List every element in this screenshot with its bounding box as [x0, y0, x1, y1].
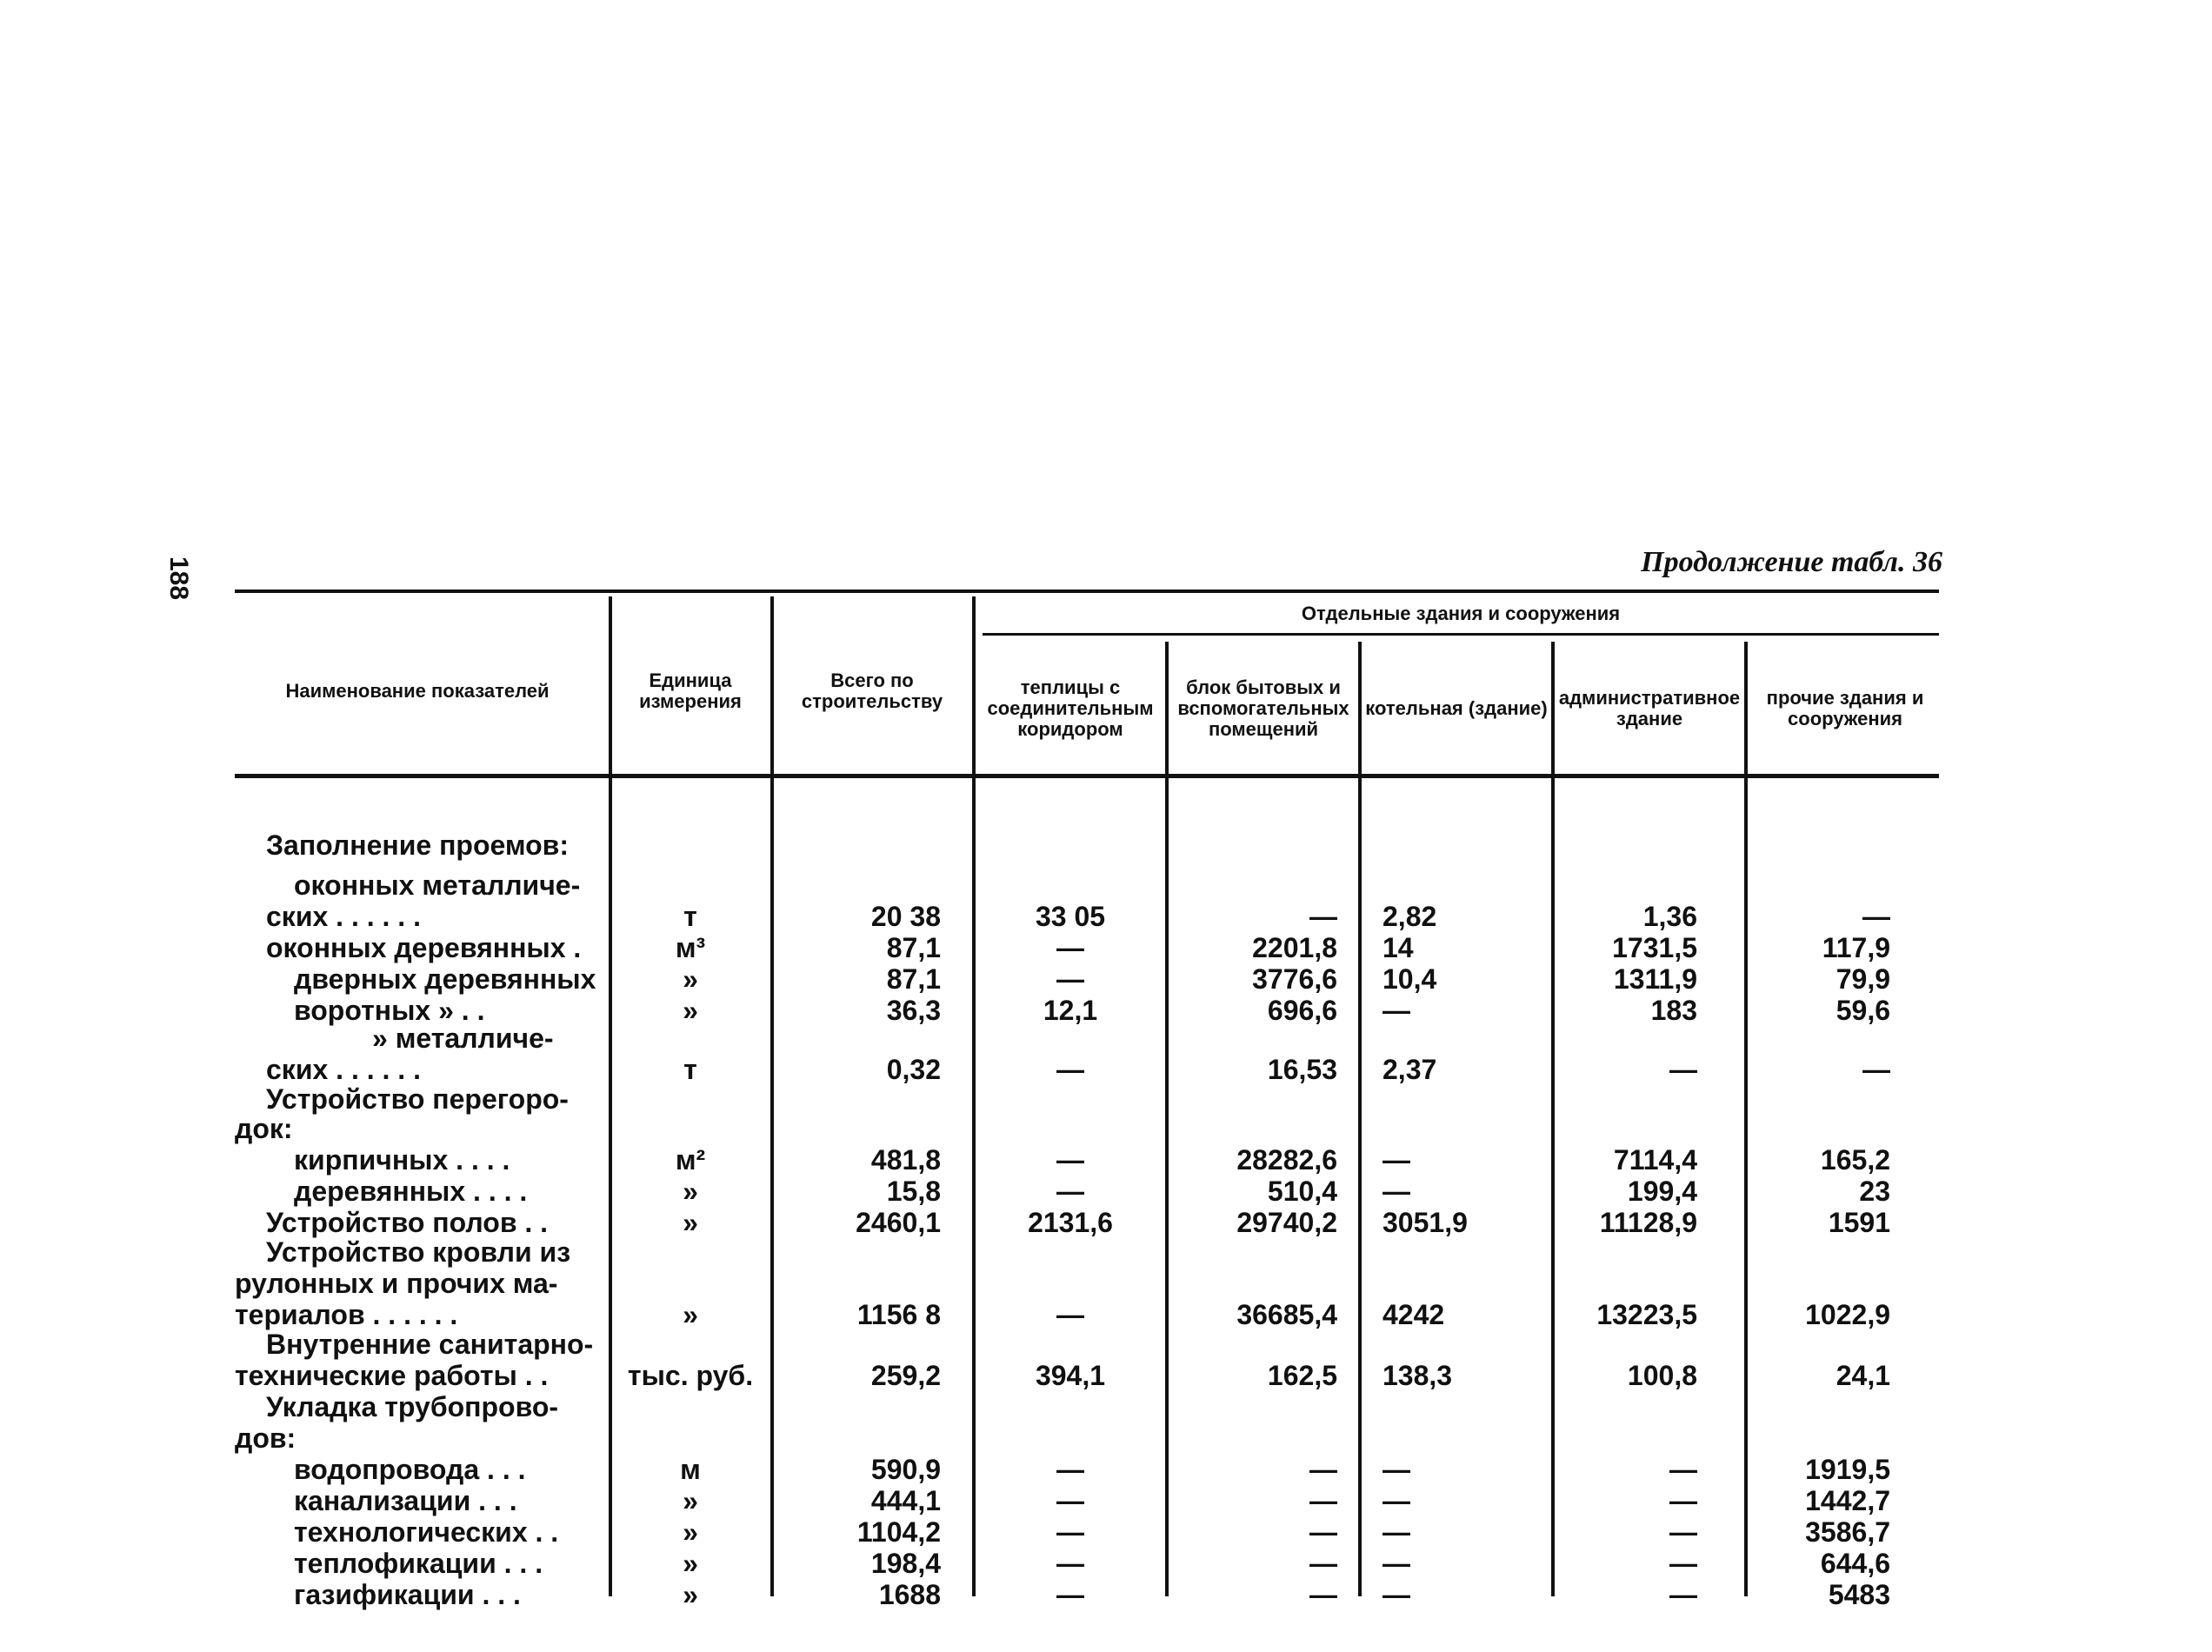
- cell-c5: —: [1862, 1054, 1890, 1085]
- cell-c4: 13223,5: [1596, 1299, 1697, 1330]
- cell-total: 1156 8: [856, 1299, 941, 1330]
- cell-total: 15,8: [886, 1176, 941, 1207]
- cell-total: 1104,2: [856, 1516, 941, 1548]
- cell-unit: »: [683, 1176, 698, 1207]
- cell-total: 2460,1: [856, 1207, 941, 1238]
- cell-c3: 3051,9: [1382, 1207, 1468, 1238]
- cell-c5: 1919,5: [1805, 1454, 1890, 1485]
- cell-unit: т: [683, 901, 697, 932]
- header-total: Всего по строительству: [801, 669, 943, 712]
- cell-c3: 2,37: [1382, 1054, 1437, 1085]
- col-line-2: [770, 596, 774, 1596]
- cell-total: 444,1: [870, 1485, 941, 1516]
- cell-c4: 1731,5: [1612, 932, 1697, 963]
- cell-total: 259,2: [870, 1360, 941, 1391]
- cell-total: 87,1: [886, 963, 941, 995]
- cell-c4: 1,36: [1642, 901, 1697, 932]
- cell-c2: 2201,8: [1252, 932, 1337, 963]
- cell-c1: 2131,6: [1028, 1207, 1113, 1238]
- cell-c1: —: [1056, 1054, 1084, 1085]
- cell-c2: 36685,4: [1236, 1299, 1337, 1330]
- cell-c2: 162,5: [1267, 1360, 1337, 1391]
- cell-unit: тыс. руб.: [627, 1360, 754, 1391]
- cell-c4: 1311,9: [1613, 963, 1697, 995]
- row-label: водопровода . . .: [294, 1454, 526, 1485]
- header-name: Наименование показателей: [285, 680, 550, 702]
- cell-c2: —: [1309, 1516, 1337, 1548]
- header-col4: административное здание: [1558, 687, 1741, 729]
- cell-c2: 29740,2: [1236, 1207, 1337, 1238]
- cell-c3: —: [1382, 995, 1410, 1026]
- section-label: Укладка трубопрово-: [266, 1391, 559, 1422]
- cell-unit: м³: [675, 932, 706, 963]
- row-label: газификации . . .: [294, 1579, 521, 1610]
- header-group: Отдельные здания и сооружения: [1301, 603, 1621, 624]
- page-number: 188: [164, 556, 193, 601]
- row-label: теплофикации . . .: [294, 1548, 543, 1579]
- col-line-7: [1744, 642, 1748, 1596]
- section-label: Устройство перегоро-: [266, 1083, 569, 1115]
- cell-c2: —: [1309, 1454, 1337, 1485]
- cell-c2: —: [1309, 901, 1337, 932]
- cell-c2: —: [1309, 1485, 1337, 1516]
- row-label: ских . . . . . .: [266, 901, 421, 932]
- cell-unit: »: [683, 1548, 698, 1579]
- row-label: воротных » . .: [294, 995, 485, 1026]
- header-unit: Единица измерения: [639, 669, 742, 712]
- cell-c1: —: [1056, 1176, 1084, 1207]
- cell-c2: 3776,6: [1252, 963, 1337, 995]
- cell-c5: 165,2: [1820, 1144, 1890, 1176]
- cell-c5: 5483: [1828, 1579, 1890, 1610]
- header-col5: прочие здания и сооружения: [1766, 687, 1924, 729]
- cell-c1: —: [1056, 1144, 1084, 1176]
- cell-c5: 1442,7: [1805, 1485, 1890, 1516]
- cell-c4: 199,4: [1627, 1176, 1697, 1207]
- cell-c3: 2,82: [1382, 901, 1437, 932]
- cell-c2: —: [1309, 1548, 1337, 1579]
- cell-total: 20 38: [870, 901, 941, 932]
- cell-c2: 510,4: [1267, 1176, 1337, 1207]
- section-label: » металличе-: [372, 1023, 554, 1054]
- header-col3: котельная (здание): [1365, 697, 1548, 719]
- cell-unit: м: [680, 1454, 701, 1485]
- cell-c3: —: [1382, 1548, 1410, 1579]
- row-label: канализации . . .: [294, 1485, 517, 1516]
- cell-c5: 1591: [1828, 1207, 1890, 1238]
- cell-c1: —: [1056, 1516, 1084, 1548]
- cell-total: 590,9: [870, 1454, 941, 1485]
- cell-c5: 23: [1859, 1176, 1890, 1207]
- cell-c4: —: [1669, 1454, 1697, 1485]
- col-line-3: [972, 596, 976, 1596]
- cell-unit: »: [683, 1516, 698, 1548]
- group-rule: [983, 633, 1939, 636]
- cell-c5: 1022,9: [1805, 1299, 1890, 1330]
- cell-c4: —: [1669, 1579, 1697, 1610]
- cell-c1: 394,1: [1035, 1360, 1106, 1391]
- cell-c1: —: [1056, 1579, 1084, 1610]
- row-label: технологических . .: [294, 1516, 559, 1548]
- cell-unit: м²: [675, 1144, 706, 1176]
- cell-c5: 117,9: [1822, 932, 1890, 963]
- row-label: кирпичных . . . .: [294, 1144, 510, 1176]
- header-bottom-rule: [235, 774, 1939, 778]
- section-label: дов:: [235, 1422, 296, 1454]
- cell-unit: »: [683, 1485, 698, 1516]
- cell-c1: —: [1056, 1548, 1084, 1579]
- cell-c4: 100,8: [1627, 1360, 1697, 1391]
- cell-c4: —: [1669, 1054, 1697, 1085]
- cell-c4: —: [1669, 1516, 1697, 1548]
- col-line-5: [1358, 642, 1362, 1596]
- cell-c5: 644,6: [1820, 1548, 1890, 1579]
- header-col2: блок бытовых и вспомогательных помещений: [1177, 676, 1349, 740]
- row-label: дверных деревянных: [294, 963, 596, 995]
- cell-c1: 12,1: [1043, 995, 1098, 1026]
- cell-total: 36,3: [886, 995, 941, 1026]
- section-label: оконных металличе-: [294, 869, 581, 901]
- col-line-4: [1165, 642, 1169, 1596]
- cell-c3: —: [1382, 1176, 1410, 1207]
- cell-total: 0,32: [886, 1054, 941, 1085]
- cell-c3: 14: [1382, 932, 1414, 963]
- section-label: док:: [235, 1113, 293, 1144]
- col-line-1: [609, 596, 612, 1596]
- row-label: деревянных . . . .: [294, 1176, 528, 1207]
- section-label: Устройство кровли из: [266, 1236, 571, 1268]
- cell-c4: —: [1669, 1485, 1697, 1516]
- cell-c3: —: [1382, 1516, 1410, 1548]
- cell-c3: 4242: [1382, 1299, 1445, 1330]
- cell-c1: —: [1056, 932, 1084, 963]
- cell-c4: 7114,4: [1613, 1144, 1697, 1176]
- top-rule: [235, 590, 1939, 593]
- cell-c5: 79,9: [1836, 963, 1890, 995]
- cell-c4: 183: [1650, 995, 1697, 1026]
- row-label: технические работы . .: [235, 1360, 549, 1391]
- row-label: ских . . . . . .: [266, 1054, 421, 1085]
- row-label: териалов . . . . . .: [235, 1299, 458, 1330]
- cell-total: 1688: [878, 1579, 941, 1610]
- cell-c3: 10,4: [1382, 963, 1437, 995]
- cell-c3: —: [1382, 1579, 1410, 1610]
- cell-total: 87,1: [886, 932, 941, 963]
- cell-c2: 16,53: [1267, 1054, 1337, 1085]
- cell-c1: —: [1056, 963, 1084, 995]
- cell-c5: 59,6: [1836, 995, 1890, 1026]
- section-label: Заполнение проемов:: [266, 829, 569, 861]
- cell-c5: —: [1862, 901, 1890, 932]
- cell-c3: —: [1382, 1485, 1410, 1516]
- cell-unit: »: [683, 1579, 698, 1610]
- cell-c2: 696,6: [1267, 995, 1337, 1026]
- cell-c3: —: [1382, 1144, 1410, 1176]
- cell-unit: »: [683, 995, 698, 1026]
- table-caption: Продолжение табл. 36: [1641, 546, 1942, 578]
- cell-unit: т: [683, 1054, 697, 1085]
- section-label: рулонных и прочих ма-: [235, 1268, 558, 1299]
- cell-c1: —: [1056, 1454, 1084, 1485]
- cell-c4: —: [1669, 1548, 1697, 1579]
- section-label: Внутренние санитарно-: [266, 1329, 594, 1360]
- cell-c1: 33 05: [1035, 901, 1106, 932]
- header-col1: теплицы с соединительным коридором: [987, 676, 1154, 740]
- cell-c1: —: [1056, 1299, 1084, 1330]
- cell-c3: —: [1382, 1454, 1410, 1485]
- cell-unit: »: [683, 1299, 698, 1330]
- cell-c3: 138,3: [1382, 1360, 1453, 1391]
- cell-c2: —: [1309, 1579, 1337, 1610]
- cell-c5: 3586,7: [1805, 1516, 1890, 1548]
- cell-total: 198,4: [870, 1548, 941, 1579]
- cell-c1: —: [1056, 1485, 1084, 1516]
- cell-c4: 11128,9: [1599, 1207, 1697, 1238]
- row-label: оконных деревянных .: [266, 932, 582, 963]
- row-label: Устройство полов . .: [266, 1207, 549, 1238]
- cell-total: 481,8: [870, 1144, 941, 1176]
- cell-unit: »: [683, 1207, 698, 1238]
- cell-c5: 24,1: [1836, 1360, 1890, 1391]
- cell-unit: »: [683, 963, 698, 995]
- col-line-6: [1551, 642, 1555, 1596]
- cell-c2: 28282,6: [1236, 1144, 1337, 1176]
